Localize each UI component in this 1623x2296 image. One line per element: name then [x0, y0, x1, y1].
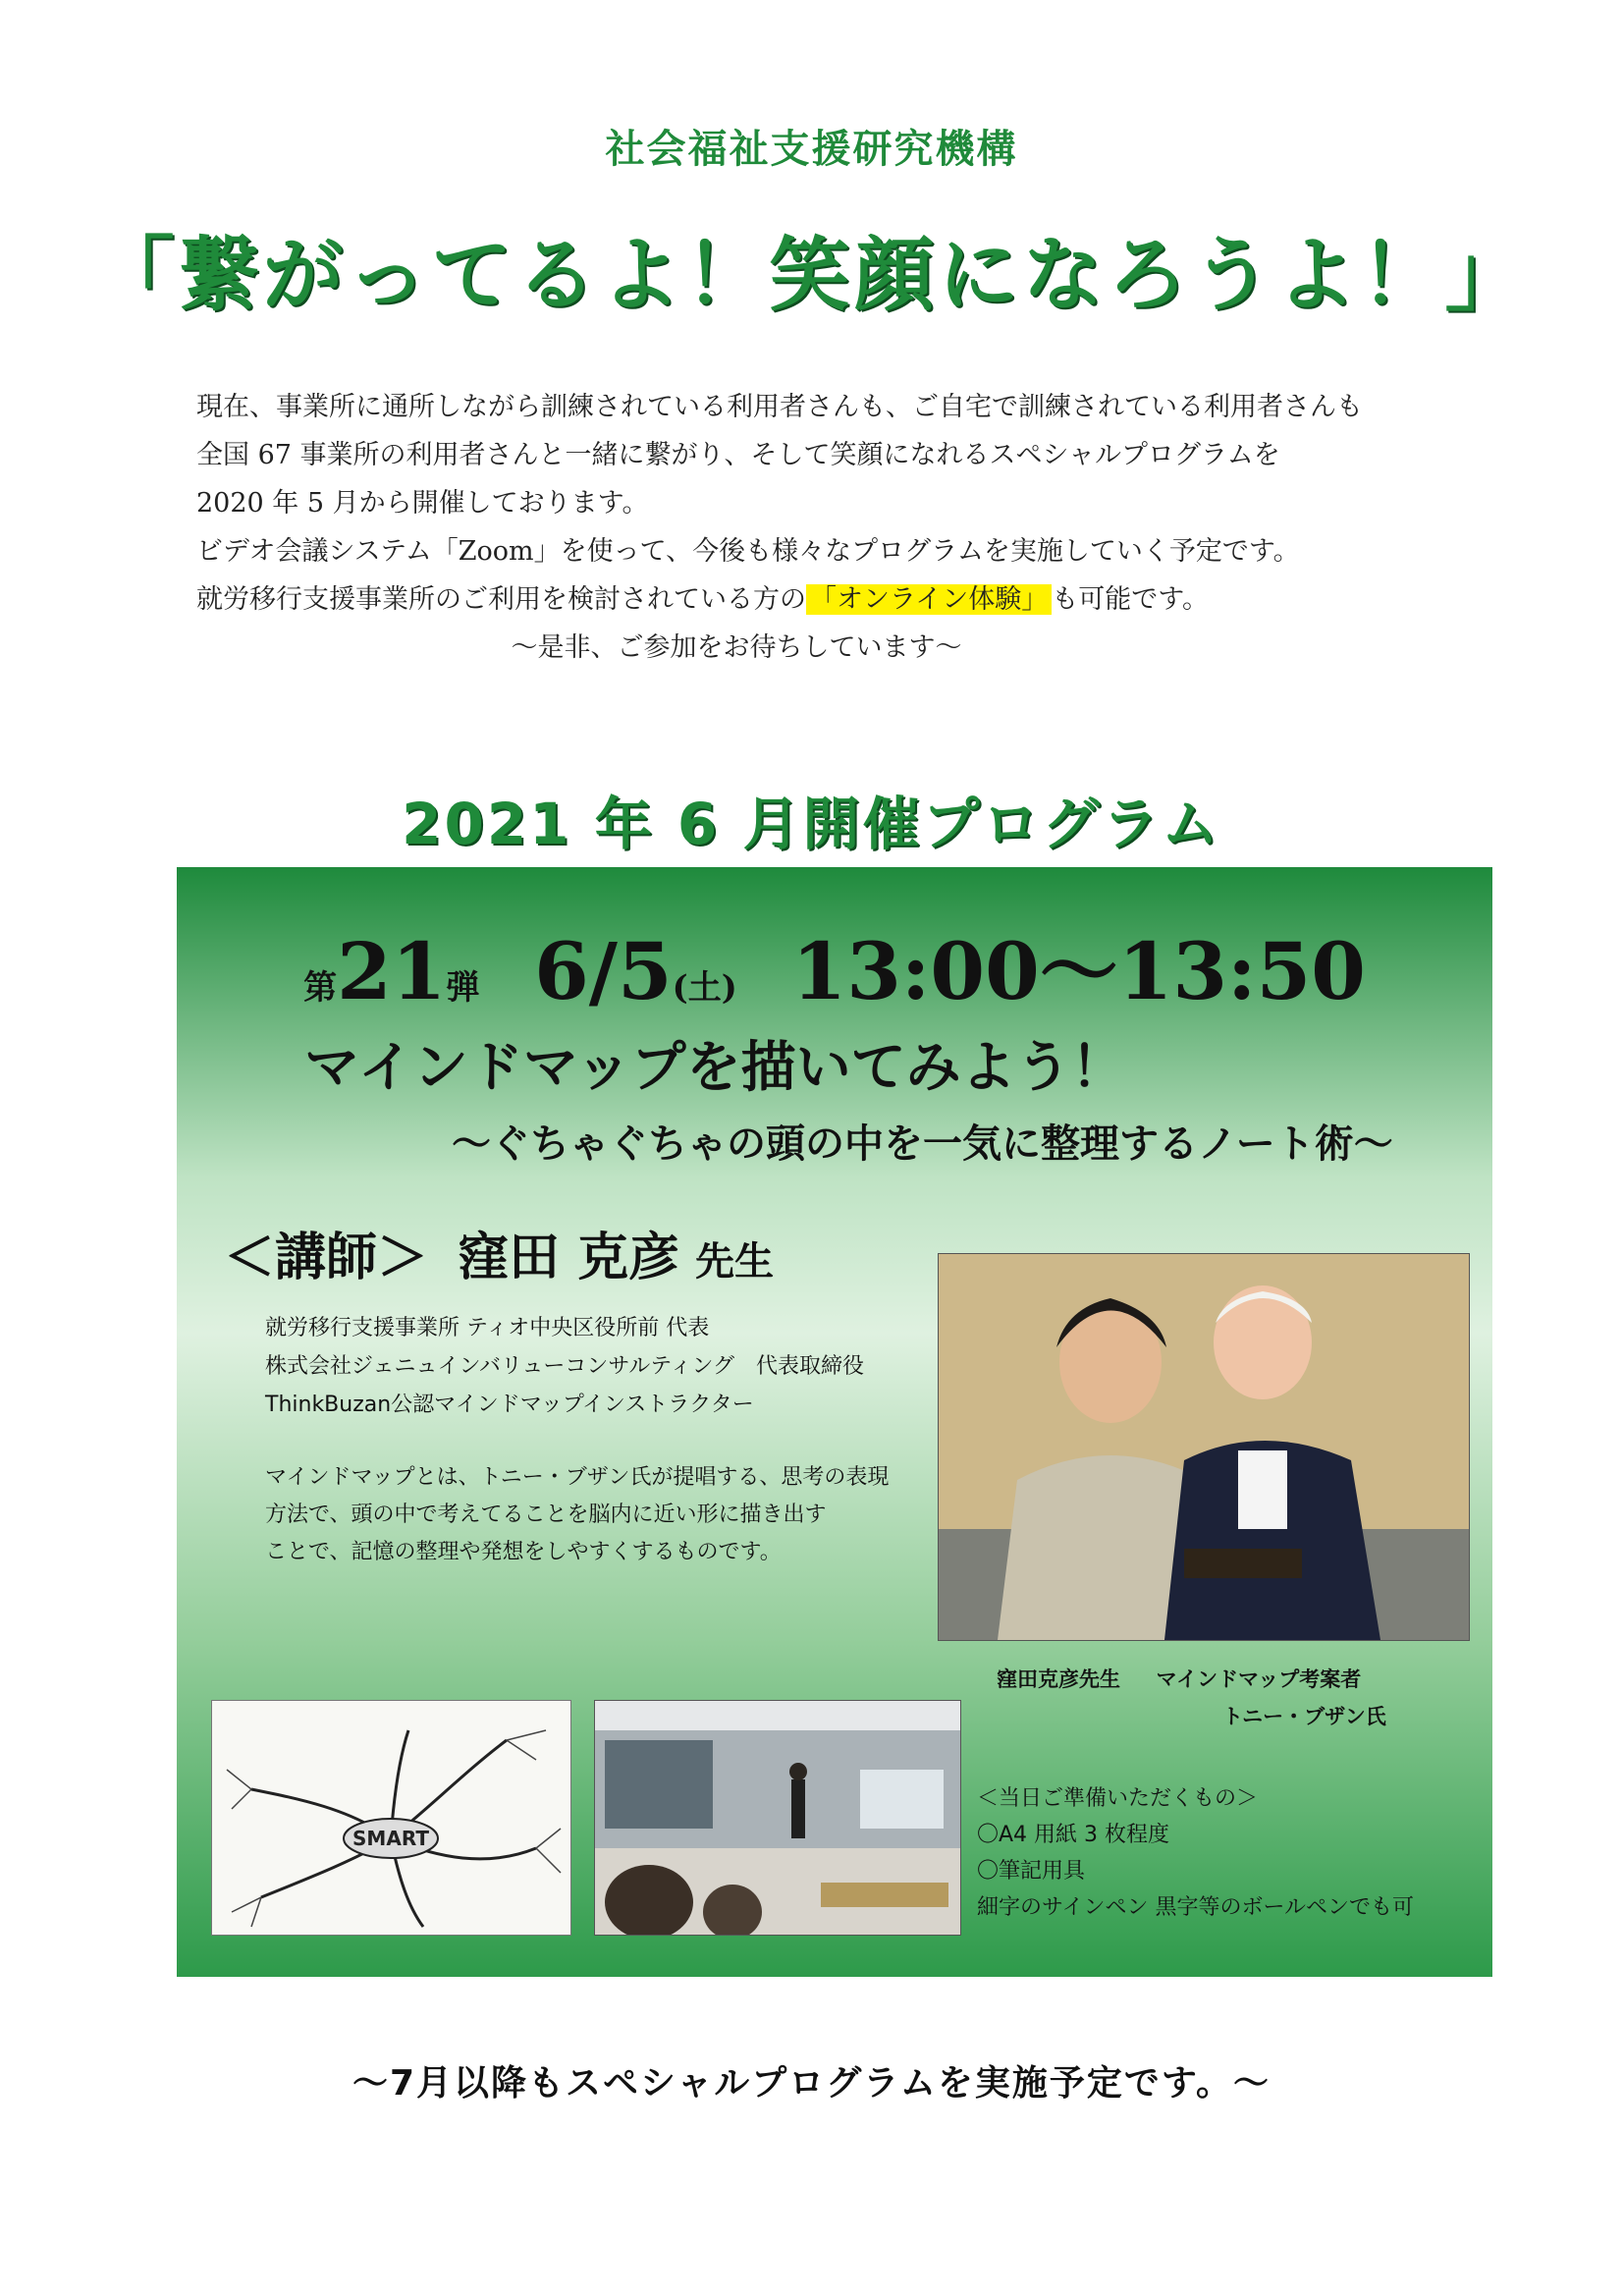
mindmap-illustration	[212, 1701, 570, 1935]
intro-line: 2020 年 5 月から開催しております。	[196, 488, 649, 519]
credential-line: 就労移行支援事業所 ティオ中央区役所前 代表	[265, 1316, 710, 1340]
event-flyer	[177, 867, 1492, 1977]
description-line: マインドマップとは、トニー・ブザン氏が提唱する、思考の表現	[265, 1465, 890, 1490]
event-weekday: (土)	[672, 968, 737, 1008]
organization-name: 社会福祉支援研究機構	[605, 127, 1018, 172]
event-schedule	[177, 908, 1492, 1021]
program-heading: 2021 年 6 月開催プログラム	[402, 791, 1221, 857]
lecturer-honorific: 先生	[695, 1239, 775, 1285]
intro-line: 全国 67 事業所の利用者さんと一緒に繋がり、そして笑顔になれるスペシャルプログラムを	[196, 440, 1280, 470]
intro-line: ビデオ会議システム「Zoom」を使って、今後も様々なプログラムを実施していく予定です。	[196, 536, 1300, 567]
preparation-heading: ＜当日ご準備いただくもの＞	[977, 1786, 1259, 1811]
description-line: ことで、記憶の整理や発想をしやすくするものです。	[265, 1540, 782, 1564]
intro-invitation: ～是非、ご参加をお待ちしています～	[511, 632, 962, 663]
credential-line: 株式会社ジェニュインバリューコンサルティング 代表取締役	[265, 1354, 865, 1379]
mindmap-sample-image	[211, 1700, 571, 1936]
session-suffix: 弾	[446, 968, 480, 1008]
intro-line-text: も可能です。	[1052, 584, 1210, 615]
intro-line: 現在、事業所に通所しながら訓練されている利用者さんも、ご自宅で訓練されている利用者さんも	[196, 392, 1363, 422]
preparation-list	[977, 1780, 1414, 1926]
event-title: マインドマップを描いてみよう！	[304, 1036, 1126, 1100]
preparation-item: 〇筆記用具	[977, 1859, 1086, 1884]
event-subtitle: ～ぐちゃぐちゃの頭の中を一気に整理するノート術～	[452, 1121, 1393, 1167]
preparation-item: 細字のサインペン 黒字等のボールペンでも可	[977, 1895, 1415, 1920]
event-date: 6/5	[534, 925, 673, 1017]
mindmap-center-word: SMART	[352, 1827, 429, 1850]
caption-lecturer: 窪田克彦先生	[997, 1667, 1120, 1691]
intro-line-text: 就労移行支援事業所のご利用を検討されている方の	[196, 584, 806, 615]
lecturer-photo	[938, 1253, 1470, 1641]
lecturer-heading	[224, 1216, 774, 1289]
caption-inventor-name: トニー・ブザン氏	[1222, 1705, 1386, 1728]
online-experience-highlight: 「オンライン体験」	[806, 584, 1052, 615]
description-line: 方法で、頭の中で考えてることを脳内に近い形に描き出す	[265, 1503, 827, 1527]
session-number: 21	[337, 925, 447, 1017]
credential-line: ThinkBuzan公認マインドマップインストラクター	[265, 1393, 754, 1417]
intro-text	[196, 383, 1473, 672]
lecturer-photo-illustration	[939, 1254, 1469, 1640]
session-prefix: 第	[303, 968, 338, 1008]
seminar-room-photo	[594, 1700, 961, 1936]
seminar-room-illustration	[595, 1701, 960, 1935]
lecturer-name: 窪田 克彦	[458, 1229, 680, 1287]
caption-inventor-role: マインドマップ考案者	[1156, 1667, 1362, 1691]
lecturer-label: ＜講師＞	[224, 1229, 429, 1287]
mindmap-description	[265, 1459, 889, 1571]
intro-line	[196, 575, 1473, 624]
event-time: 13:00～13:50	[791, 925, 1366, 1017]
preparation-item: 〇A4 用紙 3 枚程度	[977, 1823, 1170, 1847]
lecturer-credentials	[265, 1309, 864, 1424]
photo-caption	[997, 1661, 1386, 1735]
closing-note: ～7月以降もスペシャルプログラムを実施予定です。～	[352, 2063, 1271, 2104]
main-title: 「繋がってるよ！笑顔になろうよ！」	[93, 229, 1530, 322]
